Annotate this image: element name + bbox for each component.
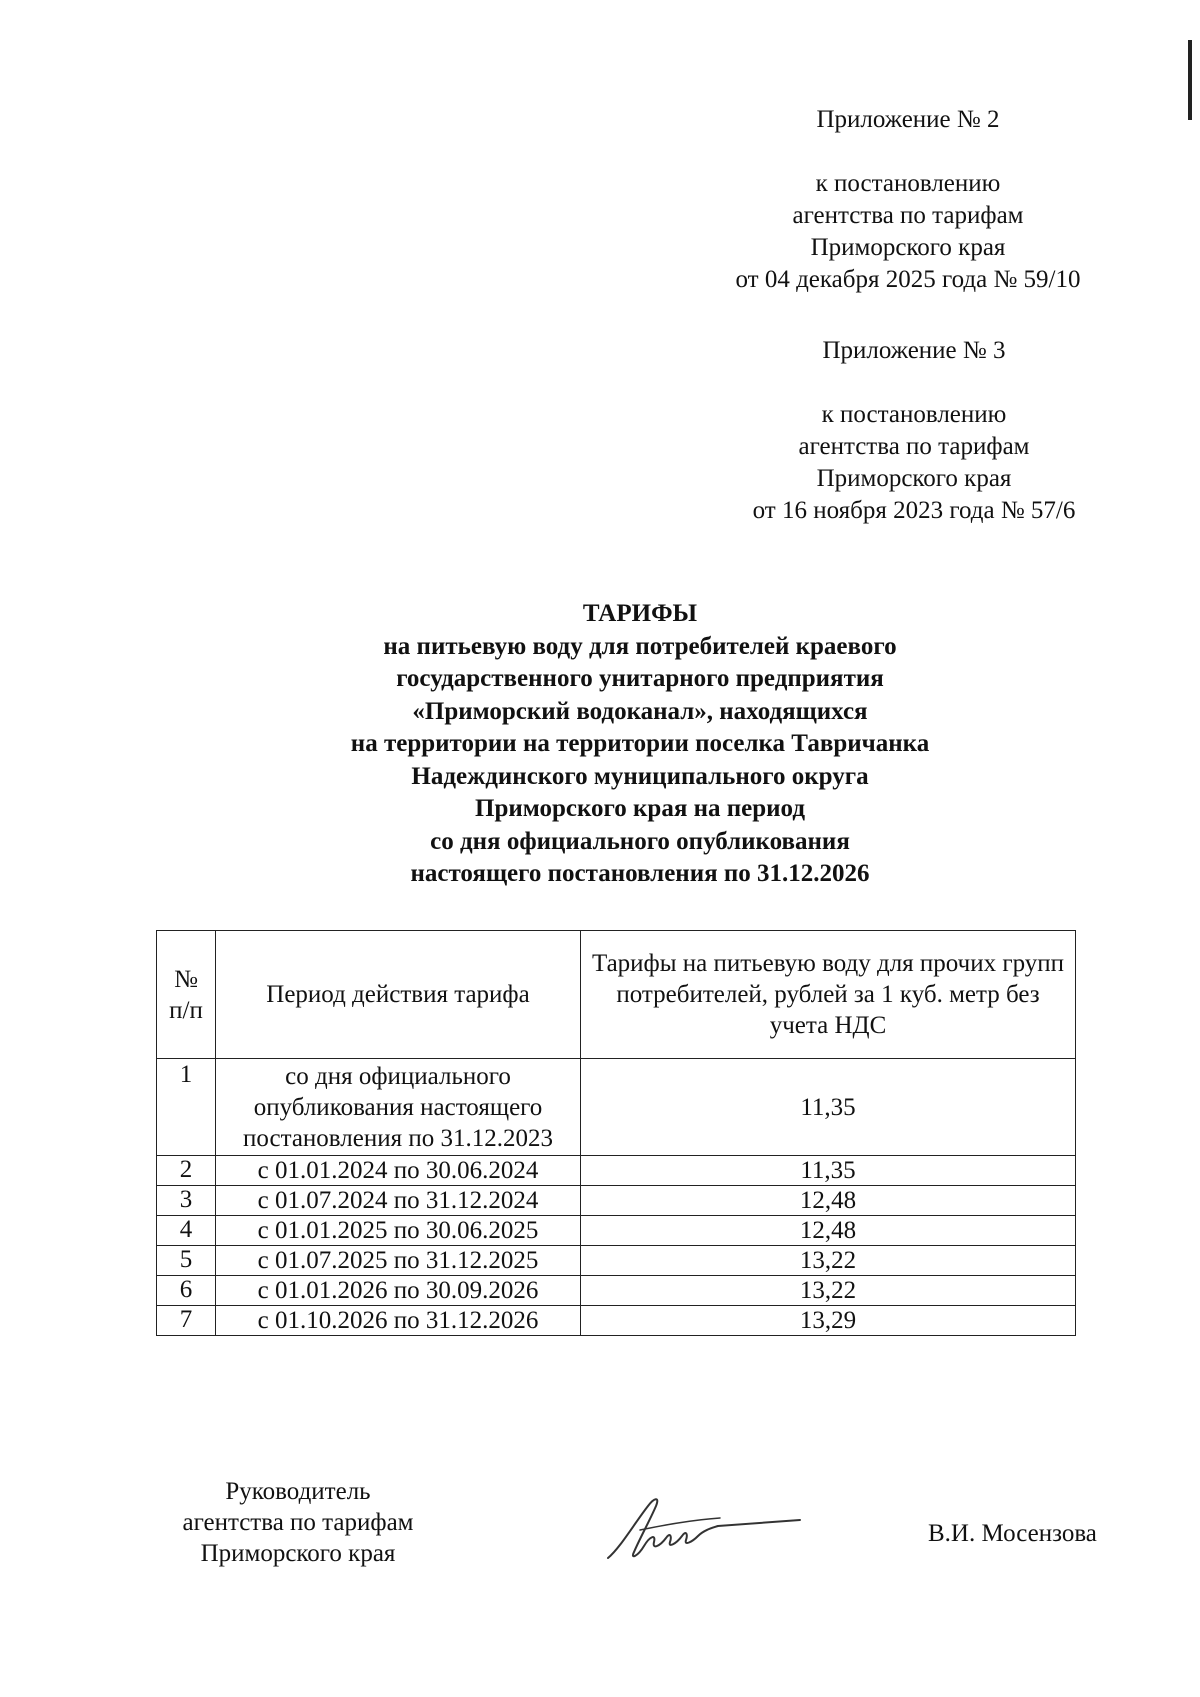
row-value: 13,22	[581, 1246, 1076, 1276]
handwritten-signature	[600, 1490, 810, 1570]
row-value: 11,35	[581, 1059, 1076, 1156]
heading-line: на питьевую воду для потребителей краевого	[383, 632, 897, 660]
annex-2-block	[698, 104, 1118, 296]
row-num: 2	[157, 1156, 216, 1186]
annex-2-line: Приморского края	[810, 234, 1006, 261]
annex-2-line: к постановлению	[815, 170, 1001, 197]
row-period: с 01.01.2026 по 30.09.2026	[216, 1276, 581, 1306]
table-row	[157, 1306, 1076, 1336]
row-period: со дня официального опубликования настоящего постановления по 31.12.2023	[216, 1059, 581, 1156]
header-num: № п/п	[157, 931, 216, 1059]
row-period: с 01.07.2024 по 31.12.2024	[216, 1186, 581, 1216]
annex-3-block	[704, 335, 1124, 527]
table-row	[157, 1216, 1076, 1246]
heading-line: государственного унитарного предприятия	[396, 665, 884, 692]
row-num: 6	[157, 1276, 216, 1306]
row-value: 12,48	[581, 1216, 1076, 1246]
row-period: с 01.01.2025 по 30.06.2025	[216, 1216, 581, 1246]
row-value: 13,29	[581, 1306, 1076, 1336]
table-row	[157, 1156, 1076, 1186]
table-header-row	[157, 931, 1076, 1059]
row-num: 3	[157, 1186, 216, 1216]
heading-line: на территории на территории поселка Тавричанка	[350, 730, 930, 757]
signer-title	[168, 1476, 428, 1569]
row-period: с 01.07.2025 по 31.12.2025	[216, 1246, 581, 1276]
table-row	[157, 1186, 1076, 1216]
row-period: с 01.01.2024 по 30.06.2024	[216, 1156, 581, 1186]
table-row	[157, 1059, 1076, 1156]
table-row	[157, 1246, 1076, 1276]
annex-3-line: к постановлению	[821, 401, 1007, 428]
signer-title-line: Руководитель	[225, 1478, 371, 1505]
row-num: 7	[157, 1306, 216, 1336]
header-value: Тарифы на питьевую воду для прочих групп потребителей, рублей за 1 куб. метр без учета НДС	[581, 931, 1076, 1059]
annex-3-line: агентства по тарифам	[798, 433, 1030, 460]
annex-3-title: Приложение № 3	[822, 337, 1006, 364]
row-value: 12,48	[581, 1186, 1076, 1216]
heading-line: со дня официального опубликования	[430, 827, 850, 855]
scan-edge-mark	[1188, 40, 1192, 120]
tariff-table	[156, 930, 1076, 1336]
heading-line: Надеждинского муниципального округа	[411, 762, 869, 790]
table-row	[157, 1276, 1076, 1306]
row-value: 11,35	[581, 1156, 1076, 1186]
row-num: 5	[157, 1246, 216, 1276]
header-period: Период действия тарифа	[216, 931, 581, 1059]
row-period: с 01.10.2026 по 31.12.2026	[216, 1306, 581, 1336]
signer-title-line: агентства по тарифам	[182, 1509, 414, 1536]
annex-3-line: от 16 ноября 2023 года № 57/6	[752, 497, 1076, 524]
row-num: 1	[157, 1059, 216, 1156]
heading-line: настоящего постановления по 31.12.2026	[410, 860, 870, 887]
heading-line: Приморского края на период	[475, 795, 805, 822]
row-value: 13,22	[581, 1276, 1076, 1306]
annex-3-line: Приморского края	[816, 465, 1012, 492]
signer-name: В.И. Мосензова	[928, 1520, 1097, 1547]
heading-line: «Приморский водоканал», находящихся	[412, 697, 868, 725]
annex-2-line: агентства по тарифам	[792, 202, 1024, 229]
heading-title: ТАРИФЫ	[582, 600, 698, 627]
row-num: 4	[157, 1216, 216, 1246]
annex-2-title: Приложение № 2	[816, 106, 1000, 133]
signer-title-line: Приморского края	[200, 1540, 396, 1567]
annex-2-line: от 04 декабря 2025 года № 59/10	[735, 266, 1081, 293]
document-heading	[250, 598, 1030, 891]
